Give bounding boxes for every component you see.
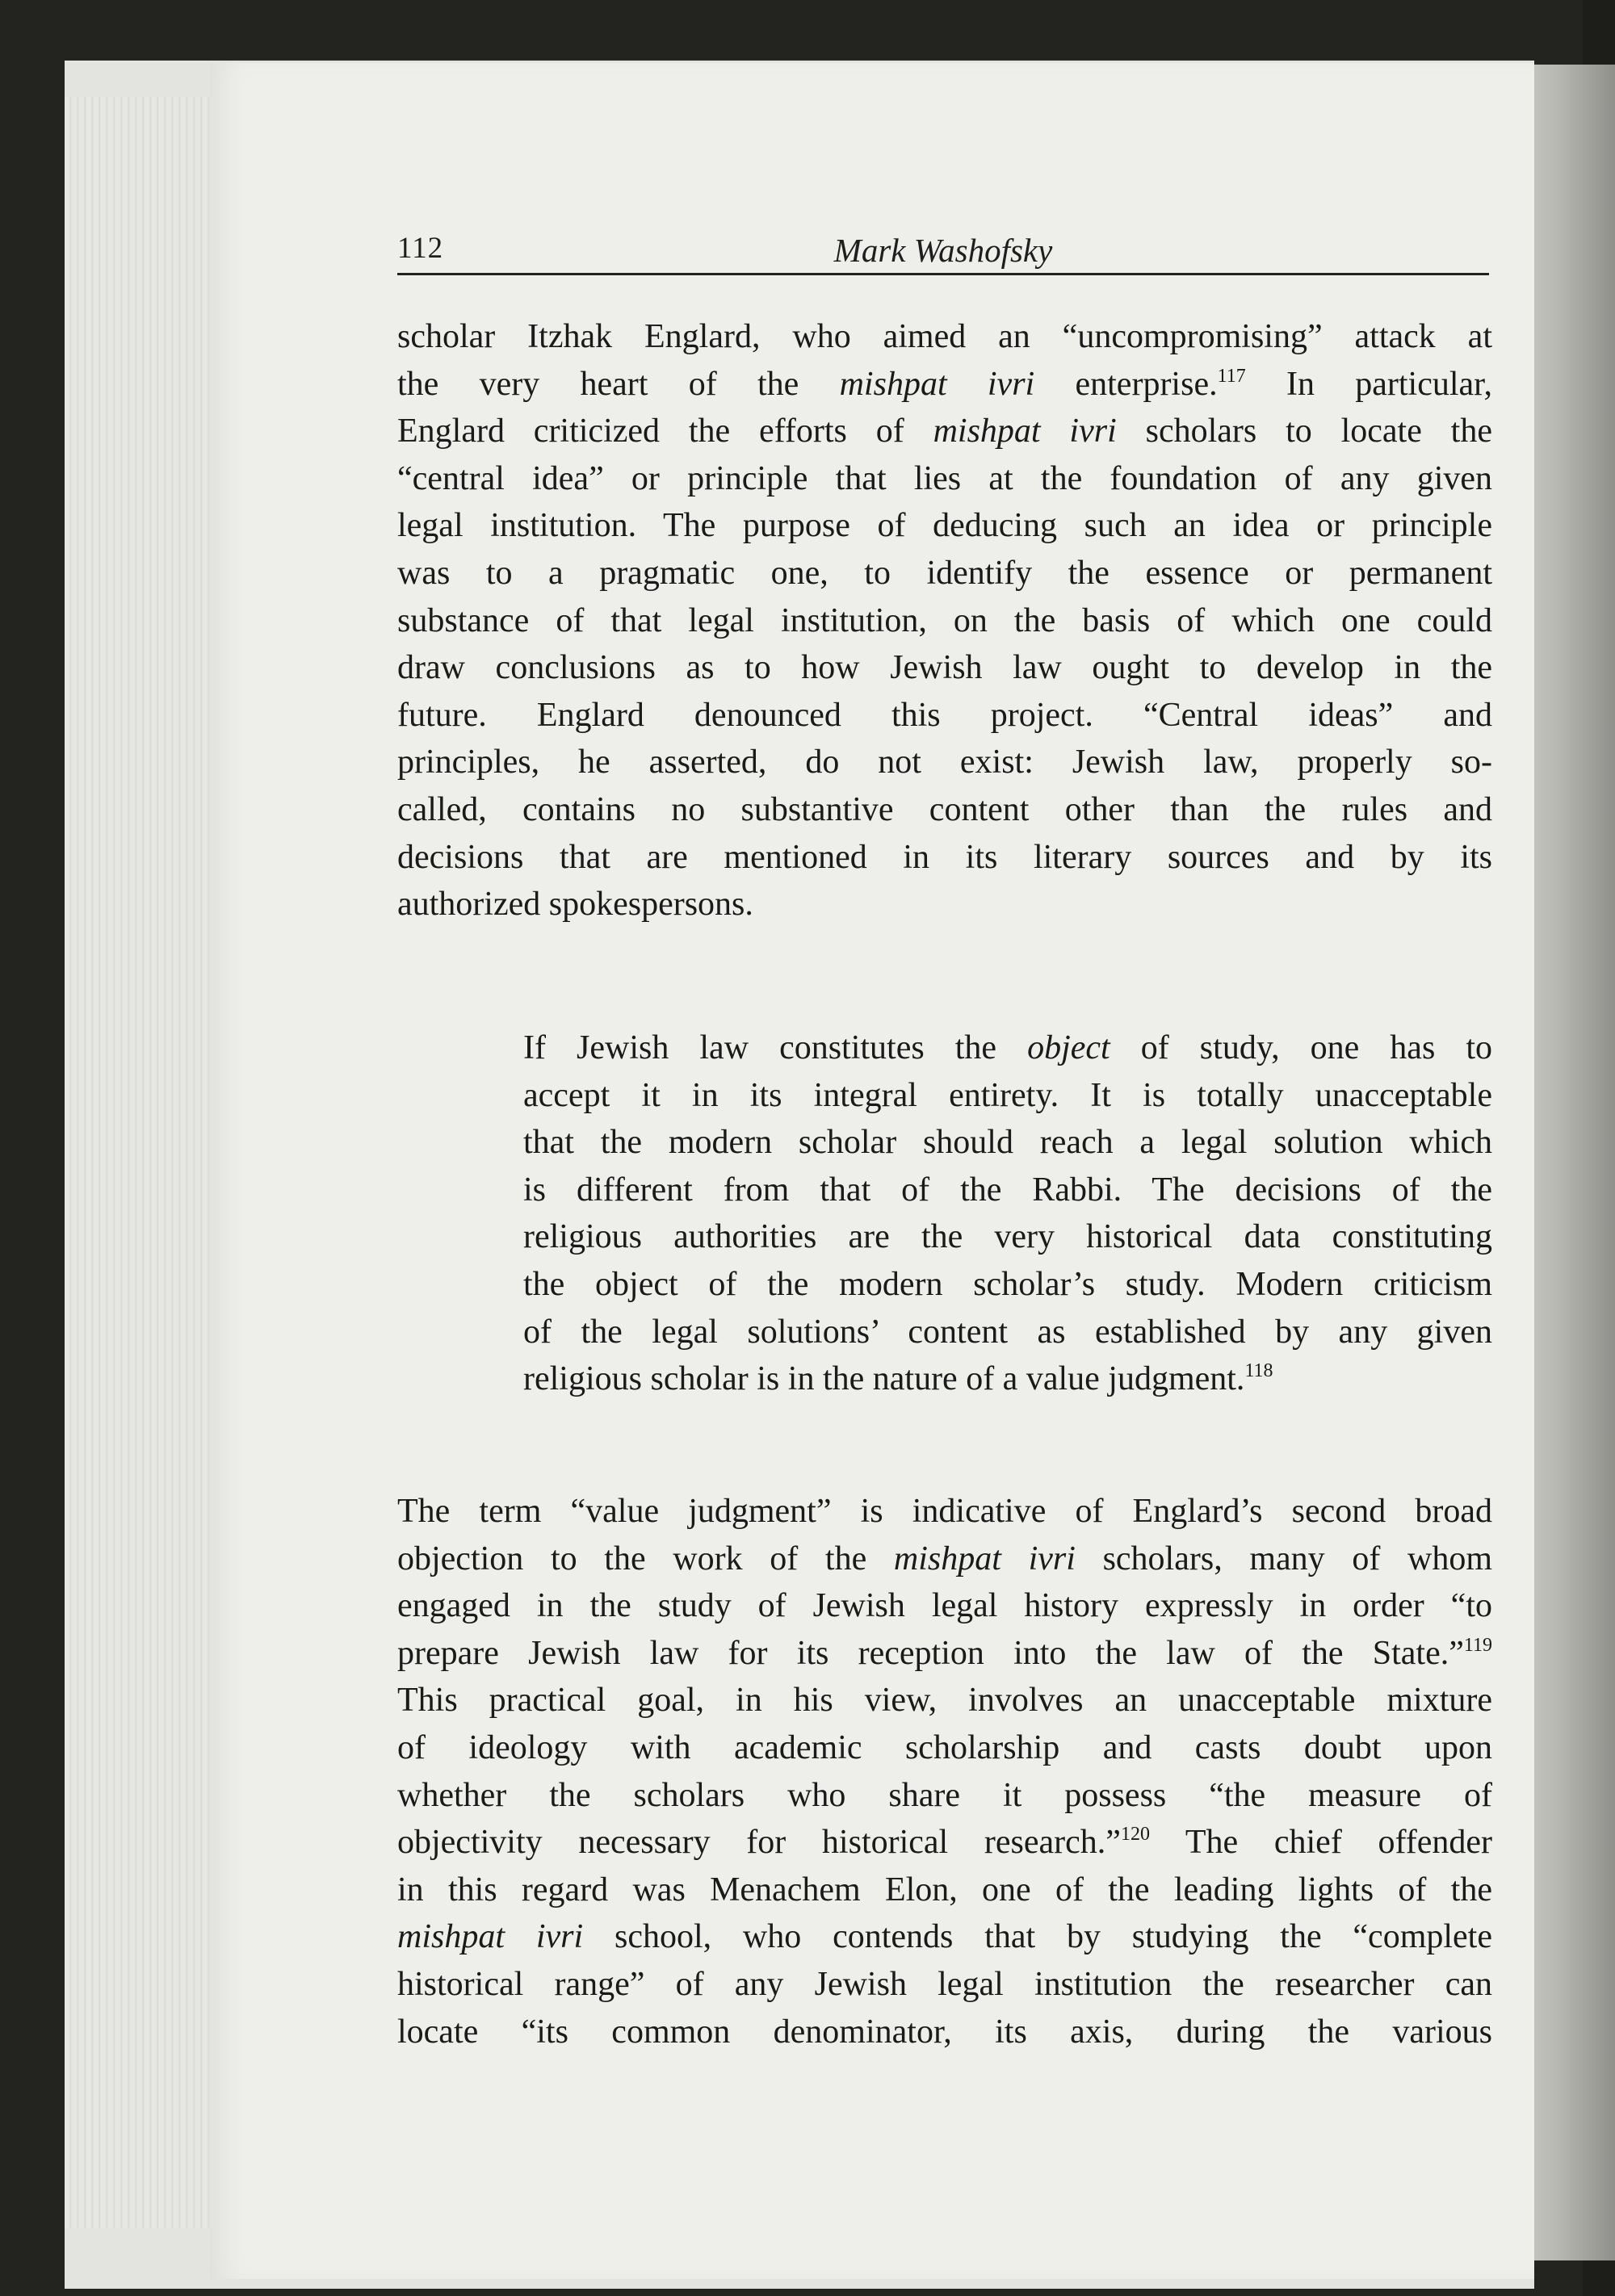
text-line: in this regard was Menachem Elon, one of the leading lights of the xyxy=(397,1871,1492,1908)
text-line: This practical goal, in his view, involves an unacceptable mixture xyxy=(397,1682,1492,1720)
text-line: authorized spokespersons. xyxy=(397,886,753,924)
text-line: draw conclusions as to how Jewish law ought to develop in the xyxy=(397,649,1492,687)
paragraph-2 xyxy=(397,1488,1492,2055)
text-line: substance of that legal institution, on the basis of which one could xyxy=(397,601,1492,639)
running-head xyxy=(397,231,1489,275)
quote-line: of the legal solutions’ content as established by any given xyxy=(523,1313,1492,1351)
quote-line: accept it in its integral entirety. It is totally unacceptable xyxy=(523,1076,1492,1114)
text-line: decisions that are mentioned in its literary sources and by its xyxy=(397,838,1492,876)
text-line: Englard criticized the efforts of mishpat ivri scholars to locate the xyxy=(397,413,1492,450)
quote-line: that the modern scholar should reach a legal solution which xyxy=(523,1124,1492,1162)
text-line: mishpat ivri school, who contends that by studying the “complete xyxy=(397,1918,1492,1956)
text-line: locate “its common denominator, its axis, during the various xyxy=(397,2013,1492,2051)
text-line: principles, he asserted, do not exist: Jewish law, properly so- xyxy=(397,744,1492,781)
footnote-marker: 118 xyxy=(1244,1360,1273,1382)
quote-line: If Jewish law constitutes the object of study, one has to xyxy=(523,1029,1492,1066)
text-line: was to a pragmatic one, to identify the essence or permanent xyxy=(397,554,1492,592)
quote-line: is different from that of the Rabbi. The decisions of the xyxy=(523,1171,1492,1209)
text-line: prepare Jewish law for its reception into the law of the State.”$^{119}$ xyxy=(397,1634,1492,1672)
text-line: scholar Itzhak Englard, who aimed an “uncompromising” attack at xyxy=(397,318,1492,355)
footnote-marker: 117 xyxy=(1217,365,1246,387)
text-line: legal institution. The purpose of deducing such an idea or principle xyxy=(397,507,1492,545)
italic-term: mishpat ivri xyxy=(839,365,1035,403)
italic-term: mishpat ivri xyxy=(933,413,1117,450)
quote-line: religious authorities are the very historical data constituting xyxy=(523,1218,1492,1256)
text-line: called, contains no substantive content other than the rules and xyxy=(397,790,1492,828)
text-line: the very heart of the mishpat ivri enterprise.$^{117}$ In particular, xyxy=(397,365,1492,403)
italic-term: mishpat ivri xyxy=(893,1540,1076,1577)
text-line: “central idea” or principle that lies at the foundation of any given xyxy=(397,459,1492,497)
italic-term: mishpat ivri xyxy=(397,1918,584,1956)
footnote-marker: 120 xyxy=(1120,1824,1150,1846)
text-line: whether the scholars who share it possess “the measure of xyxy=(397,1776,1492,1814)
text-line: future. Englard denounced this project. “Central ideas” and xyxy=(397,696,1492,734)
text-line: The term “value judgment” is indicative of Englard’s second broad xyxy=(397,1493,1492,1530)
quote-line: religious scholar is in the nature of a value judgment.$^{118}$ xyxy=(523,1360,1273,1398)
text-line: engaged in the study of Jewish legal history expressly in order “to xyxy=(397,1587,1492,1625)
paragraph-1 xyxy=(397,313,1492,928)
text-line: objection to the work of the mishpat ivri scholars, many of whom xyxy=(397,1540,1492,1577)
quote-line: the object of the modern scholar’s study. Modern criticism xyxy=(523,1265,1492,1303)
text-line: objectivity necessary for historical research.”$^{120}$ The chief offender xyxy=(397,1824,1492,1862)
footnote-marker: 119 xyxy=(1463,1634,1492,1656)
page-stack-edge xyxy=(65,97,210,2228)
italic-term: object xyxy=(1027,1029,1110,1066)
running-head-author: Mark Washofsky xyxy=(833,232,1053,269)
text-line: historical range” of any Jewish legal institution the researcher can xyxy=(397,1965,1492,2003)
block-quote xyxy=(523,1024,1492,1403)
page-number: 112 xyxy=(397,232,444,265)
text-line: of ideology with academic scholarship and casts doubt upon xyxy=(397,1728,1492,1766)
